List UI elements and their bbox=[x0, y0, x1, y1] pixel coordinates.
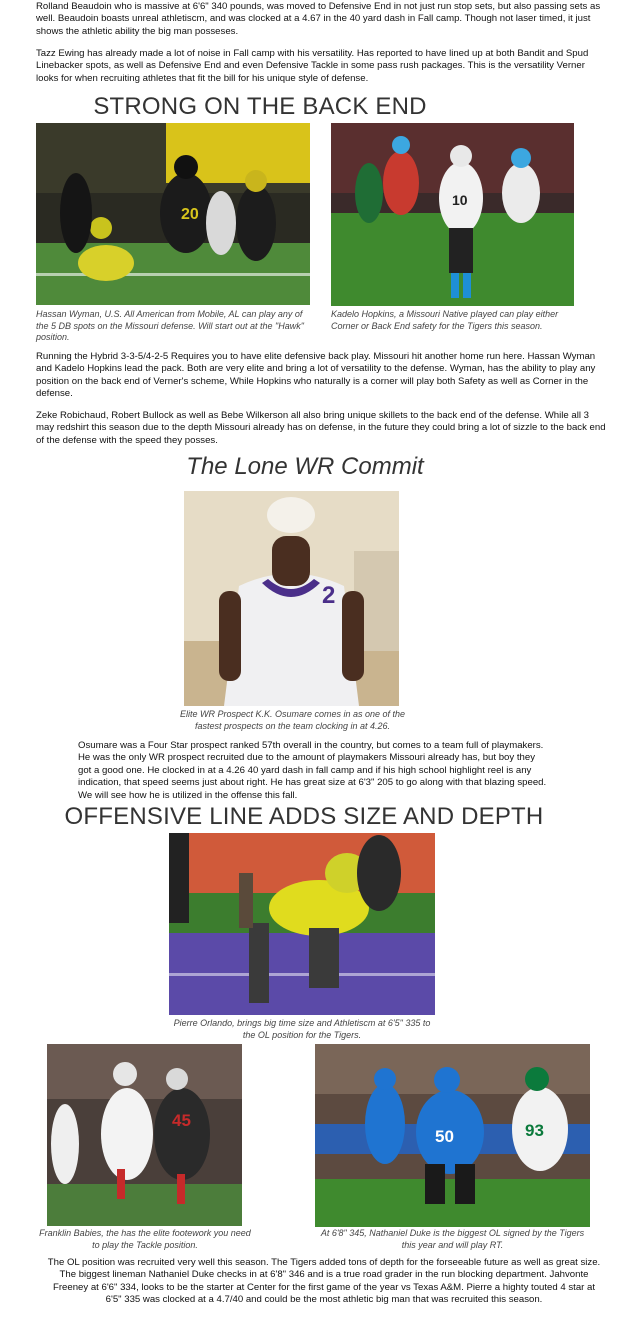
paragraph-hybrid-defense: Running the Hybrid 3-3-5/4-2-5 Requires you to have elite defensive back play. Missouri hit another home run here. Hassan Wyman and Kadelo Hopkins lead the pack. Both are very elite and bring a lot of versatility to the defense. Wyman, has the ability to play any position on the back end of Verner's scheme, While Hopkins who naturally is a corner will play both Safety as well as Corner in the defense. bbox=[36, 351, 596, 400]
jersey-number-babies: 45 bbox=[172, 1111, 191, 1130]
paragraph-ol-recruiting: The OL position was recruited very well this season. The Tigers added tons of depth for the forseeable future as well as great size. The biggest lineman Nathaniel Duke checks in at 6'8" 346 and is a true road grader in the run blocking department. Jahvonte Freeney at 6'6" 334, looks to be the starter at Center for the first game of the year vs Texas A&M. Pierre a highty touted 4 star at 6'5" 335 was clocked at a 4.7/40 and could be the most athletic big man that was recruited this season. bbox=[47, 1257, 601, 1306]
paragraph-osumare: Osumare was a Four Star prospect ranked 57th overall in the country, but comes to a team full of playmakers. He was the only WR prospect recruited due to the amount of playmakers Missouri already has, but boy they got a good one. He clocked in at a 4.26 40 yard dash in fall camp and if his high school highlight reel is any indication, that speed seems just about right. He has great size at 6'3" 205 to go along with that blazing speed. We will see how he is utilized in the offense this fall. bbox=[78, 740, 547, 801]
intro-paragraph-beaudoin: Rolland Beaudoin who is massive at 6'6" 340 pounds, was moved to Defensive End in not just run stop sets, but also passing sets as well. Beaudoin boasts unreal athletiscm, and was clocked at a 4.67 in the 40 yard dash in Fall camp. Though not laser timed, it just shows the athletic ability the big man posseses. bbox=[36, 1, 601, 37]
caption-hopkins: Kadelo Hopkins, a Missouri Native played can play either Corner or Back End safety for the Tigers this season. bbox=[331, 309, 559, 331]
jersey-number-wyman: 20 bbox=[181, 206, 199, 223]
caption-orlando: Pierre Orlando, brings big time size and Athletiscm at 6'5" 335 to the OL position for the Tigers. bbox=[173, 1018, 431, 1040]
caption-wyman: Hassan Wyman, U.S. All American from Mobile, AL can play any of the 5 DB spots on the Missouri defense. Will start out at the "Hawk" position. bbox=[36, 309, 304, 342]
photo-kk-osumare bbox=[184, 491, 399, 706]
jersey-number-duke-right: 93 bbox=[525, 1121, 544, 1140]
photo-pierre-orlando bbox=[169, 833, 435, 1015]
paragraph-robichaud: Zeke Robichaud, Robert Bullock as well as Bebe Wilkerson all also bring unique skillets to the back end of the defense. While all 3 may redshirt this season due to the depth Missouri already has on defense, in the future they could bring a lot of sizzle to the back end of the defense with the speed they posses. bbox=[36, 410, 606, 446]
photo-hassan-wyman bbox=[36, 123, 310, 305]
heading-offensive-line: OFFENSIVE LINE ADDS SIZE AND DEPTH bbox=[64, 803, 544, 830]
photo-kadelo-hopkins bbox=[331, 123, 574, 306]
photo-nathaniel-duke bbox=[315, 1044, 590, 1227]
heading-lone-wr-commit: The Lone WR Commit bbox=[186, 453, 424, 480]
jersey-number-duke-left: 50 bbox=[435, 1127, 454, 1146]
caption-osumare: Elite WR Prospect K.K. Osumare comes in as one of the fastest prospects on the team clocking in at 4.26. bbox=[179, 709, 406, 731]
photo-franklin-babies bbox=[47, 1044, 242, 1226]
caption-duke: At 6'8" 345, Nathaniel Duke is the biggest OL signed by the Tigers this year and will play RT. bbox=[320, 1228, 585, 1250]
jersey-number-hopkins: 10 bbox=[452, 192, 468, 208]
jersey-number-osumare: 2 bbox=[322, 582, 336, 609]
heading-strong-back-end: STRONG ON THE BACK END bbox=[93, 93, 427, 120]
paragraph-ewing: Tazz Ewing has already made a lot of noise in Fall camp with his versatility. Has reported to have lined up at both Bandit and Spud Linebacker spots, as well as Defensive End and even Defensive Tackle in some pass rush packages. This is the versatility Verner looks for when recruiting athletes that fit the bill for his unique style of defense. bbox=[36, 48, 589, 84]
caption-babies: Franklin Babies, the has the elite footework you need to play the Tackle position. bbox=[39, 1228, 251, 1250]
